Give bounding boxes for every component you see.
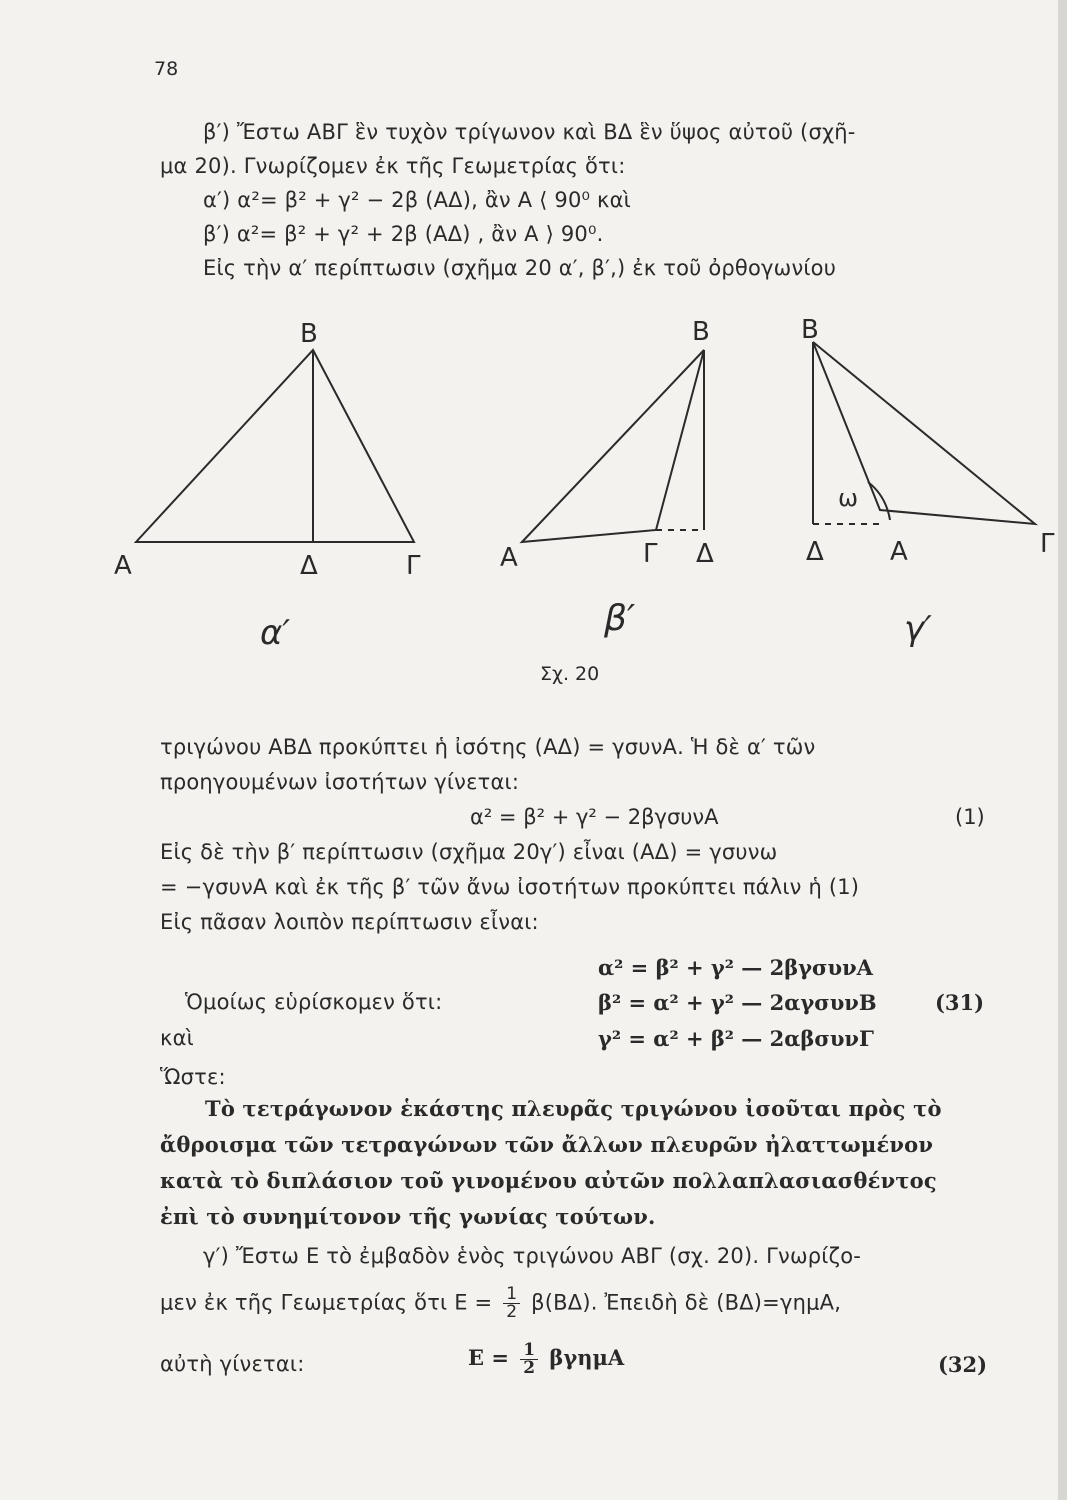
text-line-15-end: β(ΒΔ). Ἐπειδὴ δὲ (ΒΔ)=γημΑ, — [531, 1290, 842, 1315]
equation-1-number: (1) — [955, 805, 985, 829]
fig-a-label-b: Β — [300, 319, 318, 349]
text-line-8: Εἰς δὲ τὴν β′ περίπτωσιν (σχῆμα 20γ′) εἶναι (ΑΔ) = γσυνω — [160, 840, 778, 864]
fig-c-label-omega: ω — [838, 484, 859, 512]
fig-c-label-g: Γ — [1040, 529, 1055, 559]
fraction-half — [503, 1286, 520, 1321]
fig-b-label-b: Β — [692, 317, 710, 347]
text-line-15 — [160, 1286, 841, 1321]
equation-5-numerator: 1 — [520, 1342, 538, 1360]
equation-5-denominator: 2 — [523, 1358, 536, 1378]
text-line-4: β′) α²= β² + γ² + 2β (ΑΔ) , ἂν Α ⟩ 90⁰. — [203, 222, 604, 246]
text-line-12: καὶ — [160, 1026, 194, 1050]
fraction-denominator: 2 — [506, 1302, 518, 1322]
theorem-line-3: κατὰ τὸ διπλάσιον τοῦ γινομένου αὐτῶν πολλαπλασιασθέντος — [160, 1168, 937, 1193]
figure-20 — [100, 300, 1060, 700]
fig-a-triangle — [136, 350, 414, 542]
text-line-2: μα 20). Γνωρίζομεν ἐκ τῆς Γεωμετρίας ὅτι: — [160, 154, 626, 178]
page-edge-shadow — [1058, 0, 1067, 1500]
text-line-3: α′) α²= β² + γ² − 2β (ΑΔ), ἂν Α ⟨ 90⁰ καὶ — [203, 188, 631, 212]
fig-a-label-d: Δ — [300, 551, 318, 581]
text-line-1: β′) Ἔστω ΑΒΓ ἓν τυχὸν τρίγωνον καὶ ΒΔ ἓν ὕψος αὐτοῦ (σχῆ- — [203, 120, 856, 144]
page-number: 78 — [154, 58, 179, 80]
text-line-15-start: μεν ἐκ τῆς Γεωμετρίας ὅτι Ε = — [160, 1290, 493, 1315]
fig-a-sublabel: α′ — [260, 613, 291, 653]
equation-3-number: (31) — [935, 990, 985, 1015]
fig-c-label-d: Δ — [806, 537, 824, 567]
equation-5-left: Ε = — [468, 1345, 509, 1370]
equation-3: β² = α² + γ² — 2αγσυνΒ — [598, 990, 877, 1015]
text-line-9: = −γσυνΑ καὶ ἐκ τῆς β′ τῶν ἄνω ἰσοτήτων προκύπτει πάλιν ἡ (1) — [160, 875, 860, 899]
theorem-line-2: ἄθροισμα τῶν τετραγώνων τῶν ἄλλων πλευρῶν ἠλαττωμένον — [160, 1132, 934, 1157]
text-line-7: προηγουμένων ἰσοτήτων γίνεται: — [160, 770, 520, 794]
text-line-10: Εἰς πᾶσαν λοιπὸν περίπτωσιν εἶναι: — [160, 910, 539, 934]
theorem-line-4: ἐπὶ τὸ συνημίτονον τῆς γωνίας τούτων. — [160, 1204, 656, 1229]
fig-c-sublabel: γ′ — [904, 609, 932, 649]
theorem-line-1: Τὸ τετράγωνον ἑκάστης πλευρᾶς τριγώνου ἰσοῦται πρὸς τὸ — [205, 1096, 942, 1121]
text-line-5: Εἰς τὴν α′ περίπτωσιν (σχῆμα 20 α′, β′,) ἐκ τοῦ ὀρθογωνίου — [203, 256, 837, 280]
text-line-14: γ′) Ἔστω Ε τὸ ἐμβαδὸν ἑνὸς τριγώνου ΑΒΓ (σχ. 20). Γνωρίζο- — [203, 1244, 862, 1268]
equation-5-number: (32) — [938, 1352, 988, 1377]
fig-a-label-a: Α — [114, 551, 132, 581]
fig-b-label-d: Δ — [696, 539, 714, 569]
equation-4: γ² = α² + β² — 2αβσυνΓ — [598, 1026, 874, 1051]
fig-b-label-g: Γ — [643, 539, 658, 569]
text-line-16: αὐτὴ γίνεται: — [160, 1352, 305, 1376]
equation-1: α² = β² + γ² − 2βγσυνΑ — [470, 805, 719, 829]
fig-c-label-a: Α — [890, 537, 908, 567]
equation-5 — [468, 1342, 624, 1377]
text-line-13: Ὥστε: — [160, 1065, 226, 1089]
fig-c-label-b: Β — [801, 315, 819, 345]
equation-2: α² = β² + γ² — 2βγσυνΑ — [598, 955, 873, 980]
fig-b-triangle — [522, 350, 704, 542]
figure-caption: Σχ. 20 — [540, 663, 600, 685]
equation-5-right: βγημΑ — [549, 1345, 625, 1370]
text-line-11: Ὁμοίως εὑρίσκομεν ὅτι: — [185, 990, 443, 1014]
fig-b-sublabel: β′ — [604, 598, 636, 639]
fraction-numerator: 1 — [503, 1286, 520, 1304]
fig-a-label-g: Γ — [406, 551, 421, 581]
equation-5-fraction — [520, 1342, 538, 1377]
text-line-6: τριγώνου ΑΒΔ προκύπτει ἡ ἰσότης (ΑΔ) = γσυνΑ. Ἡ δὲ α′ τῶν — [160, 735, 816, 759]
fig-b-label-a: Α — [500, 543, 518, 573]
